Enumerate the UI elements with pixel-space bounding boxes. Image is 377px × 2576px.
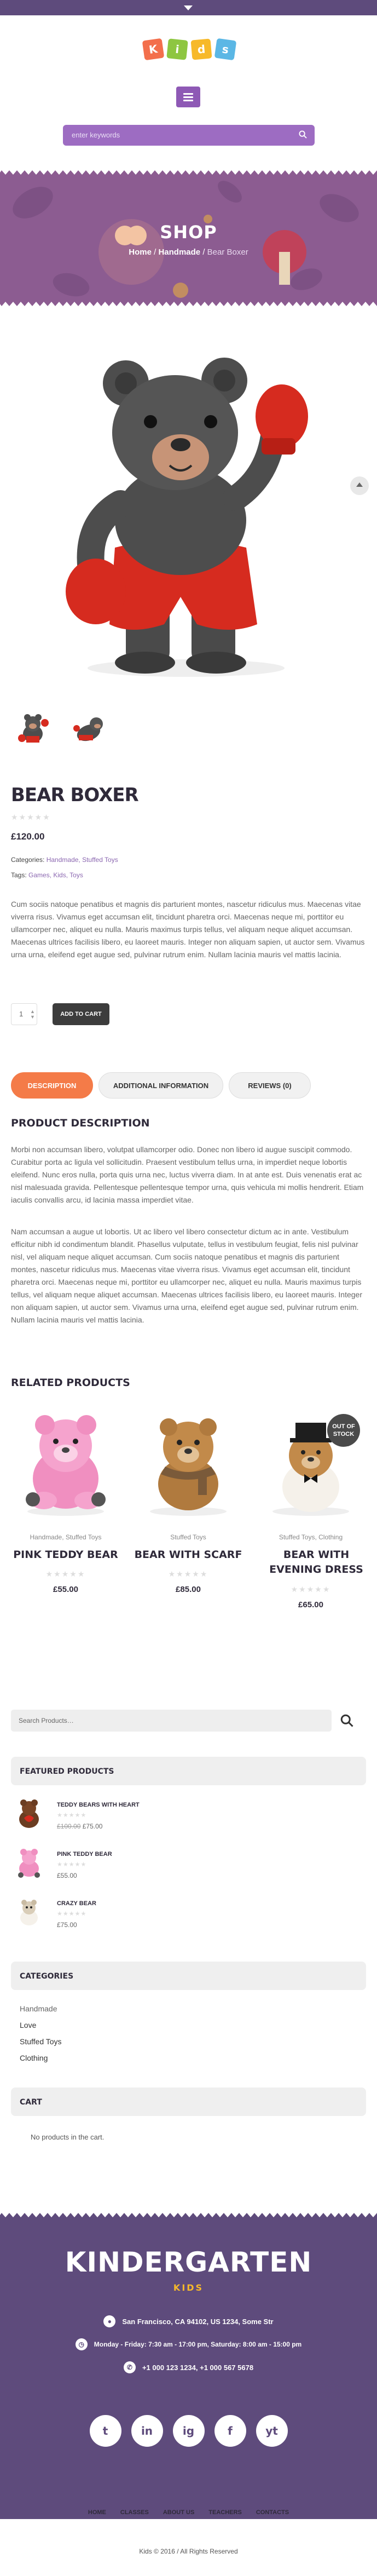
footer-logo[interactable]: KINDERGARTEN	[65, 2246, 312, 2278]
rating-stars: ★★★★★	[57, 1812, 87, 1819]
related-product-image[interactable]	[134, 1407, 243, 1517]
hamburger-icon	[183, 93, 193, 95]
logo-letter: d	[190, 38, 212, 60]
footer-address	[0, 2315, 377, 2327]
copyright: Kids © 2016 / All Rights Reserved	[139, 2548, 238, 2555]
footer-phone	[0, 2361, 377, 2373]
category-link[interactable]: Love	[20, 2021, 37, 2029]
related-product-category[interactable]: Handmade, Stuffed Toys	[30, 1533, 102, 1541]
clock-icon: ◷	[76, 2338, 88, 2350]
facebook-icon[interactable]: f	[214, 2415, 246, 2447]
description-paragraph: Nam accumsan a augue ut lobortis. Ut ac libero vel libero consectetur dictum ac in ante. Vestibulum efficitur nibh id condimentum blandit. Phasellus vulputate, tellus in vestibulum feugiat, felis nisl pulvinar nisl, vel aliquam neque aliquet accumsan. Cum sociis natoque penatibus et magnis dis parturient montes, nascetur ridiculus mus. Maecenas vitae viverra risus. Vivamus eget accumsan elit, tincidunt pharetra orci. Maecenas neque mi, porttitor eu ullamcorper nec, aliquet eu nulla. Mauris maximus turpis tellus, vel aliquam neque aliquet accumsan. Maecenas ultrices facilisis libero, eu laoreet mauris. Integer non aliquam sapien, ut auctor sem. Vivamus urna urna, eleifend eget augue sed, pulvinar rutrum enim. Nullam lacinia mauris vel mattis lacinia.	[11, 1227, 362, 1324]
category-link[interactable]: Handmade	[20, 2004, 57, 2013]
add-to-cart-button[interactable]: ADD TO CART	[53, 1003, 109, 1025]
footer-nav-contacts[interactable]: CONTACTS	[256, 2509, 289, 2516]
product-tags	[11, 871, 83, 879]
breadcrumb-category[interactable]: Handmade	[158, 248, 201, 257]
related-heading: RELATED PRODUCTS	[11, 1377, 130, 1389]
scroll-up-button[interactable]	[350, 476, 369, 495]
category-link[interactable]: Clothing	[20, 2054, 48, 2062]
menu-button[interactable]	[176, 87, 200, 107]
search-placeholder: enter keywords	[72, 131, 120, 139]
footer-logo-sub: KIDS	[173, 2282, 204, 2293]
related-product-price: £85.00	[176, 1585, 201, 1594]
meta-label: Categories:	[11, 856, 45, 864]
cart-widget-title	[11, 2088, 366, 2116]
related-product-price: £55.00	[53, 1585, 78, 1594]
related-product-category[interactable]: Stuffed Toys, Clothing	[279, 1533, 343, 1541]
description-heading: PRODUCT DESCRIPTION	[11, 1117, 150, 1129]
linkedin-icon[interactable]: in	[131, 2415, 163, 2447]
footer-nav-home[interactable]: HOME	[88, 2509, 106, 2516]
product-main-image[interactable]	[0, 340, 377, 695]
hours-text: Monday - Friday: 7:30 am - 17:00 pm, Saturday: 8:00 am - 15:00 pm	[94, 2341, 302, 2348]
breadcrumb-home[interactable]: Home	[129, 248, 152, 257]
page-hero	[0, 170, 377, 307]
phone-icon: ✆	[124, 2361, 136, 2373]
breadcrumb-sep: /	[200, 248, 207, 257]
product-categories	[11, 856, 118, 864]
page-title: SHOP	[160, 222, 217, 243]
rating-stars[interactable]: ★★★★★	[11, 813, 51, 821]
product-price: £120.00	[11, 831, 45, 842]
location-icon: ●	[103, 2315, 115, 2327]
rating-stars: ★★★★★	[168, 1569, 208, 1578]
featured-product-name[interactable]: PINK TEDDY BEAR	[57, 1851, 112, 1858]
categories-widget-title	[11, 1962, 366, 1990]
footer-nav-teachers[interactable]: TEACHERS	[208, 2509, 242, 2516]
widget-title: CART	[20, 2098, 42, 2107]
tab-reviews[interactable]: REVIEWS (0)	[229, 1072, 311, 1099]
youtube-icon[interactable]: yt	[256, 2415, 288, 2447]
footer-nav-classes[interactable]: CLASSES	[120, 2509, 149, 2516]
product-short-description: Cum sociis natoque penatibus et magnis dis parturient montes, nascetur ridiculus mus. Maecenas vitae viverra risus. Vivamus eget accumsan elit, tincidunt pharetra orci. Maecenas neque mi, porttitor eu ullamcorper nec, aliquet eu nulla. Mauris maximus turpis tellus, vel aliquam neque aliquet accumsan. Maecenas ultrices facilisis libero, eu laoreet mauris. Integer non aliquam sapien, ut auctor sem. Vivamus urna urna, eleifend eget augue sed, pulvinar rutrum enim. Nullam lacinia mauris vel mattis lacinia.	[11, 900, 365, 959]
tab-additional-information[interactable]: ADDITIONAL INFORMATION	[98, 1072, 223, 1099]
quantity-value: 1	[19, 1010, 24, 1018]
twitter-icon[interactable]: t	[90, 2415, 121, 2447]
featured-product-name[interactable]: CRAZY BEAR	[57, 1900, 96, 1907]
meta-label: Tags:	[11, 871, 27, 879]
widget-title: CATEGORIES	[20, 1972, 74, 1981]
related-product-image[interactable]	[11, 1407, 120, 1517]
site-logo[interactable]	[140, 34, 239, 70]
out-of-stock-badge: OUT OF STOCK	[327, 1414, 360, 1447]
rating-stars: ★★★★★	[57, 1861, 87, 1868]
search-input[interactable]	[63, 125, 315, 146]
featured-products-widget-title	[11, 1757, 366, 1785]
tab-description[interactable]: DESCRIPTION	[11, 1072, 93, 1099]
sale-price: £75.00	[82, 1822, 103, 1830]
category-links[interactable]: Handmade, Stuffed Toys	[46, 856, 118, 864]
zigzag-divider	[0, 300, 377, 307]
phone-text: +1 000 123 1234, +1 000 567 5678	[142, 2363, 254, 2372]
zigzag-divider	[0, 170, 377, 177]
rating-stars: ★★★★★	[57, 1911, 87, 1917]
product-thumbnail[interactable]	[69, 711, 108, 750]
featured-product-image[interactable]	[12, 1847, 46, 1881]
category-link[interactable]: Stuffed Toys	[20, 2037, 62, 2046]
breadcrumb	[0, 248, 377, 257]
featured-product-price: £55.00	[57, 1872, 77, 1879]
hamburger-line	[183, 96, 193, 98]
hamburger-line	[183, 100, 193, 101]
featured-product-price: £75.00	[57, 1921, 77, 1929]
logo-letter: s	[214, 38, 237, 61]
related-product-price: £65.00	[298, 1600, 323, 1609]
cart-empty-message: No products in the cart.	[31, 2133, 105, 2141]
related-product-category[interactable]: Stuffed Toys	[170, 1533, 206, 1541]
featured-product-image[interactable]	[12, 1797, 46, 1831]
chevron-down-icon[interactable]	[184, 5, 193, 10]
product-thumbnail[interactable]	[13, 711, 53, 750]
footer-nav-about[interactable]: ABOUT US	[163, 2509, 195, 2516]
breadcrumb-current: Bear Boxer	[207, 248, 248, 257]
search-icon[interactable]	[299, 130, 307, 139]
search-placeholder: Search Products…	[19, 1717, 74, 1724]
zigzag-divider	[0, 2212, 377, 2220]
old-price: £100.00	[57, 1822, 81, 1830]
rating-stars: ★★★★★	[291, 1585, 331, 1594]
footer-nav	[0, 2509, 377, 2516]
search-icon[interactable]	[340, 1714, 353, 1727]
tag-links[interactable]: Games, Kids, Toys	[28, 871, 83, 879]
featured-product-image[interactable]	[12, 1896, 46, 1930]
stepper-arrows-icon[interactable]: ▲ ▼	[30, 1009, 35, 1020]
featured-product-name[interactable]: TEDDY BEARS WITH HEART	[57, 1802, 140, 1808]
widget-title: FEATURED PRODUCTS	[20, 1767, 114, 1776]
rating-stars: ★★★★★	[45, 1569, 86, 1578]
address-text: San Francisco, CA 94102, US 1234, Some Str	[122, 2317, 274, 2326]
description-paragraph: Morbi non accumsan libero, volutpat ullamcorper odio. Donec non libero id augue suscipit commodo. Curabitur porta ac ligula vel sollicitudin. Praesent vestibulum tellus urna, in imperdiet neque lobortis eleifend. Nunc eros nulla, porta quis urna nec, luctus viverra diam. In at ante est. Duis venenatis erat ac nisl malesuada gravida. Pellentesque pellentesque tempor urna, quis vehicula mi mollis hendrerit. Etiam iaculis convallis arcu, id lacinia massa imperdiet vitae.	[11, 1145, 364, 1204]
related-product-name[interactable]: BEAR WITH SCARF	[134, 1549, 242, 1561]
logo-letter: i	[166, 38, 188, 60]
featured-product-price	[57, 1822, 102, 1830]
instagram-icon[interactable]: ig	[173, 2415, 205, 2447]
related-product-name[interactable]: PINK TEDDY BEAR	[13, 1549, 118, 1561]
quantity-stepper[interactable]	[11, 1003, 37, 1025]
product-title: BEAR BOXER	[11, 784, 138, 806]
logo-letter: K	[142, 38, 165, 61]
related-product-name[interactable]: BEAR WITH EVENING DRESS	[269, 1549, 363, 1576]
top-bar[interactable]	[0, 0, 377, 15]
product-search-input[interactable]	[11, 1710, 332, 1732]
social-links	[0, 2415, 377, 2447]
footer-hours	[0, 2338, 377, 2350]
breadcrumb-sep: /	[151, 248, 159, 257]
